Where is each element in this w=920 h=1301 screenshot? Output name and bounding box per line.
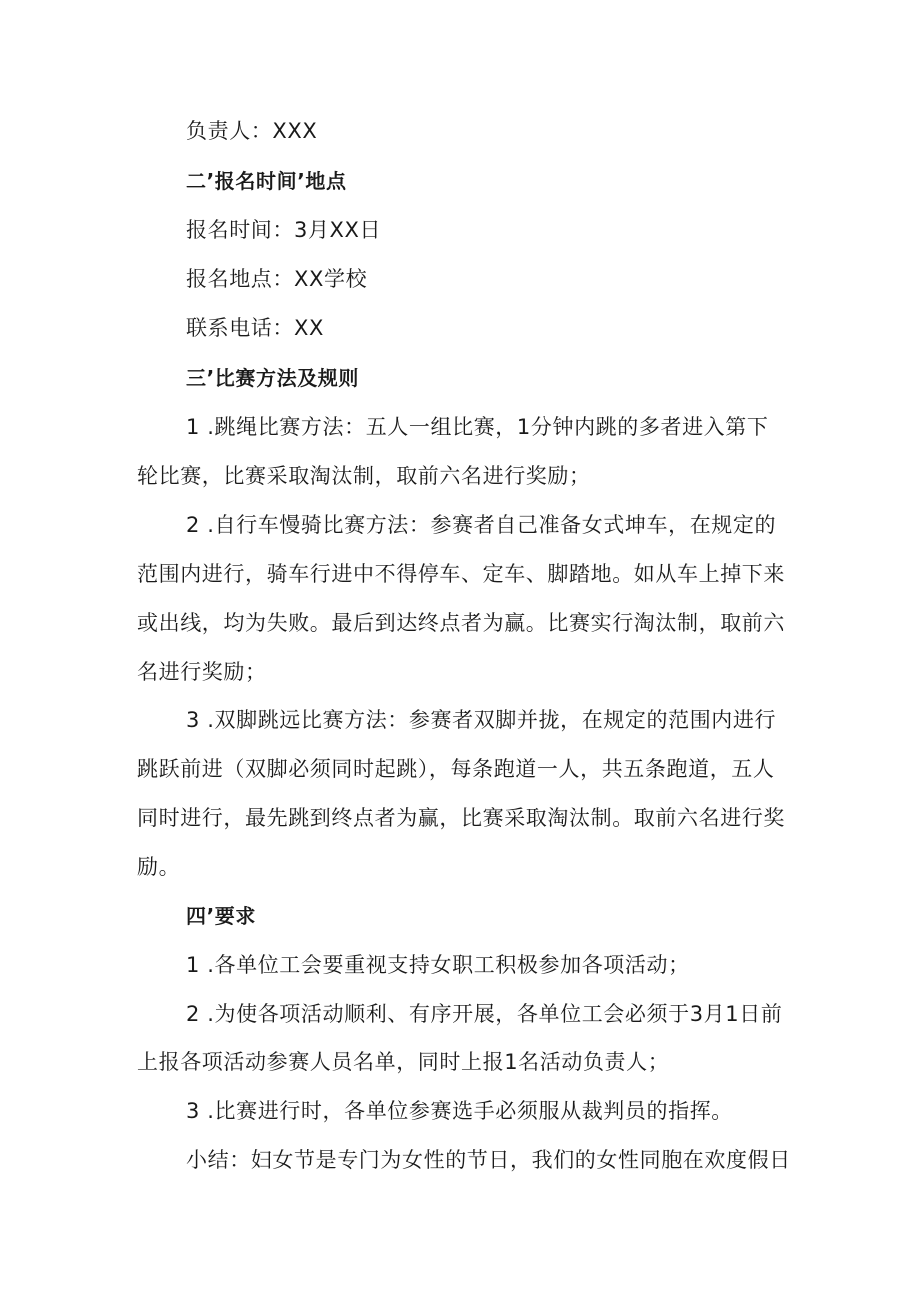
rule-3-line: 励。 [137,855,181,879]
contact-phone-line: 联系电话：XX [186,316,324,340]
rule-1-line: 1 .跳绳比赛方法：五人一组比赛，1分钟内跳的多者进入第下 [186,415,769,439]
registration-time-line: 报名时间：3月XX日 [186,218,382,242]
summary-line: 小结：妇女节是专门为女性的节日，我们的女性同胞在欢度假日 [186,1148,791,1172]
section-heading-registration: 二’报名时间’地点 [186,169,347,193]
requirement-2-line: 上报各项活动参赛人员名单，同时上报1名活动负责人； [137,1050,670,1074]
section-heading-requirements: 四’要求 [186,904,256,928]
rule-2-line: 名进行奖励； [137,660,267,684]
rule-2-line: 范围内进行，骑车行进中不得停车、定车、脚踏地。如从车上掉下来 [137,562,785,586]
rule-2-line: 或出线，均为失败。最后到达终点者为赢。比赛实行淘汰制，取前六 [137,611,785,635]
rule-3-line: 同时进行，最先跳到终点者为赢，比赛采取淘汰制。取前六名进行奖 [137,806,785,830]
rule-3-line: 跳跃前进（双脚必须同时起跳），每条跑道一人，共五条跑道，五人 [137,757,775,781]
section-heading-rules: 三’比赛方法及规则 [186,366,359,390]
requirement-3-line: 3 .比赛进行时，各单位参赛选手必须服从裁判员的指挥。 [186,1099,733,1123]
rule-1-line: 轮比赛，比赛采取淘汰制，取前六名进行奖励； [137,464,591,488]
registration-place-line: 报名地点：XX学校 [186,267,368,291]
rule-3-line: 3 .双脚跳远比赛方法：参赛者双脚并拢，在规定的范围内进行 [186,708,777,732]
owner-line: 负责人：XXX [186,119,318,143]
rule-2-line: 2 .自行车慢骑比赛方法：参赛者自己准备女式坤车，在规定的 [186,513,777,537]
requirement-1-line: 1 .各单位工会要重视支持女职工积极参加各项活动； [186,953,690,977]
requirement-2-line: 2 .为使各项活动顺利、有序开展，各单位工会必须于3月1日前 [186,1002,783,1026]
